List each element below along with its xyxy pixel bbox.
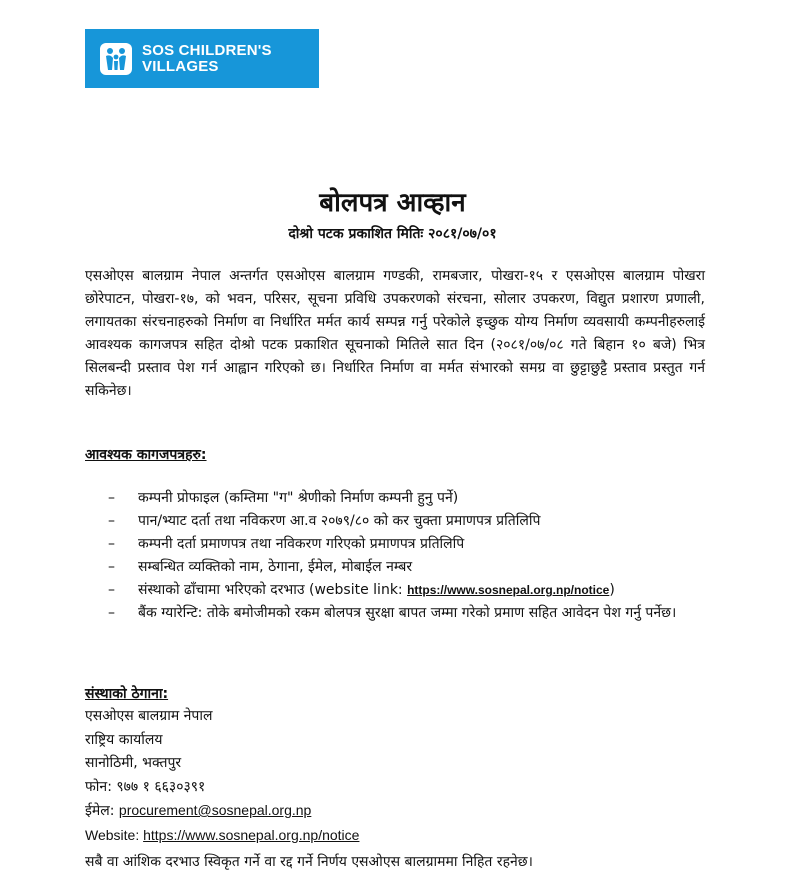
phone-number: फोन: ९७७ १ ६६३०३९१	[85, 778, 206, 795]
org-name: एसओएस बालग्राम नेपाल	[85, 708, 213, 724]
documents-list	[108, 487, 708, 625]
publish-date: दोश्रो पटक प्रकाशित मितिः २०८१/०७/०१	[288, 226, 497, 242]
address-block	[85, 705, 359, 848]
list-item-text: संस्थाको ढाँचामा भरिएको दरभाउ (website link:	[138, 582, 408, 598]
documents-heading: आवश्यक कागजपत्रहरु:	[85, 447, 207, 463]
list-item	[108, 556, 708, 579]
logo-text	[142, 43, 272, 75]
email-link[interactable]: procurement@sosnepal.org.np	[118, 802, 312, 818]
email-label: ईमेल:	[85, 803, 119, 819]
intro-paragraph: एसओएस बालग्राम नेपाल अन्तर्गत एसओएस बालग्राम गण्डकी, रामबजार, पोखरा-१५ र एसओएस बालग्राम पोखरा छोरेपाटन, पोखरा-१७, को भवन, परिसर, सूचना प्रविधि उपकरणको संरचना, सोलार उपकरण, विद्युत प्रशारण प्रणाली, लगायतका संरचनाहरुको निर्माण वा निर्धारित मर्मत कार्य सम्पन्न गर्नु परेकोले इच्छुक योग्य निर्माण व्यवसायी कम्पनीहरुलाई आवश्यक कागजपत्र सहित दोश्रो पटक प्रकाशित सूचनाको मितिले सात दिन (२०८१/०७/०८ गते बिहान १० बजे) भित्र सिलबन्दी प्रस्ताव पेश गर्न आह्वान गरिएको छ। निर्धारित निर्माण वा मर्मत संभारको समग्र वा छुट्टाछुट्टै प्रस्ताव प्रस्तुत गर्न सकिनेछ।	[85, 268, 705, 399]
list-item	[108, 602, 708, 625]
website-row	[85, 824, 359, 849]
list-item	[108, 510, 708, 533]
logo-line-2: VILLAGES	[142, 57, 219, 75]
dash-bullet: –	[108, 582, 115, 598]
website-url-link[interactable]: https://www.sosnepal.org.np/notice	[143, 826, 360, 843]
list-item-text: बैंक ग्यारेन्टि: तोके बमोजीमको रकम बोलपत्र सुरक्षा बापत जम्मा गरेको प्रमाण सहित आवेदन पेश गर्नु पर्नेछ।	[138, 605, 677, 621]
office-name: राष्ट्रिय कार्यालय	[85, 731, 163, 748]
website-label: Website:	[85, 826, 144, 843]
list-item	[108, 487, 708, 510]
dash-bullet: –	[108, 559, 115, 575]
email-row	[85, 799, 359, 824]
list-item	[108, 579, 708, 602]
dash-bullet: –	[108, 536, 115, 552]
list-item-text: कम्पनी दर्ता प्रमाणपत्र तथा नविकरण गरिएको प्रमाणपत्र प्रतिलिपि	[138, 536, 465, 552]
closing-statement: सबै वा आंशिक दरभाउ स्विकृत गर्ने वा रद्द गर्ने निर्णय एसओएस बालग्राममा निहित रहनेछ।	[85, 854, 533, 870]
link-close-paren: )	[609, 582, 615, 598]
list-item-text: पान/भ्याट दर्ता तथा नविकरण आ.व २०७९/८० को कर चुक्ता प्रमाणपत्र प्रतिलिपि	[138, 513, 541, 529]
list-item-text: सम्बन्धित व्यक्तिको नाम, ठेगाना, ईमेल, मोबाईल नम्बर	[138, 559, 413, 575]
dash-bullet: –	[108, 605, 115, 621]
notice-title: बोलपत्र आव्हान	[319, 188, 466, 218]
office-location: सानोठिमी, भक्तपुर	[85, 755, 182, 771]
sos-family-icon	[99, 42, 133, 76]
sos-logo	[85, 29, 319, 88]
list-item	[108, 533, 708, 556]
list-item-text: कम्पनी प्रोफाइल (कम्तिमा "ग" श्रेणीको निर्माण कम्पनी हुनु पर्ने)	[138, 490, 459, 506]
dash-bullet: –	[108, 513, 115, 529]
logo-line-1: SOS CHILDREN'S	[142, 41, 272, 59]
address-heading: संस्थाको ठेगाना:	[85, 686, 169, 702]
dash-bullet: –	[108, 490, 115, 506]
website-link[interactable]: https://www.sosnepal.org.np/notice	[407, 583, 610, 597]
